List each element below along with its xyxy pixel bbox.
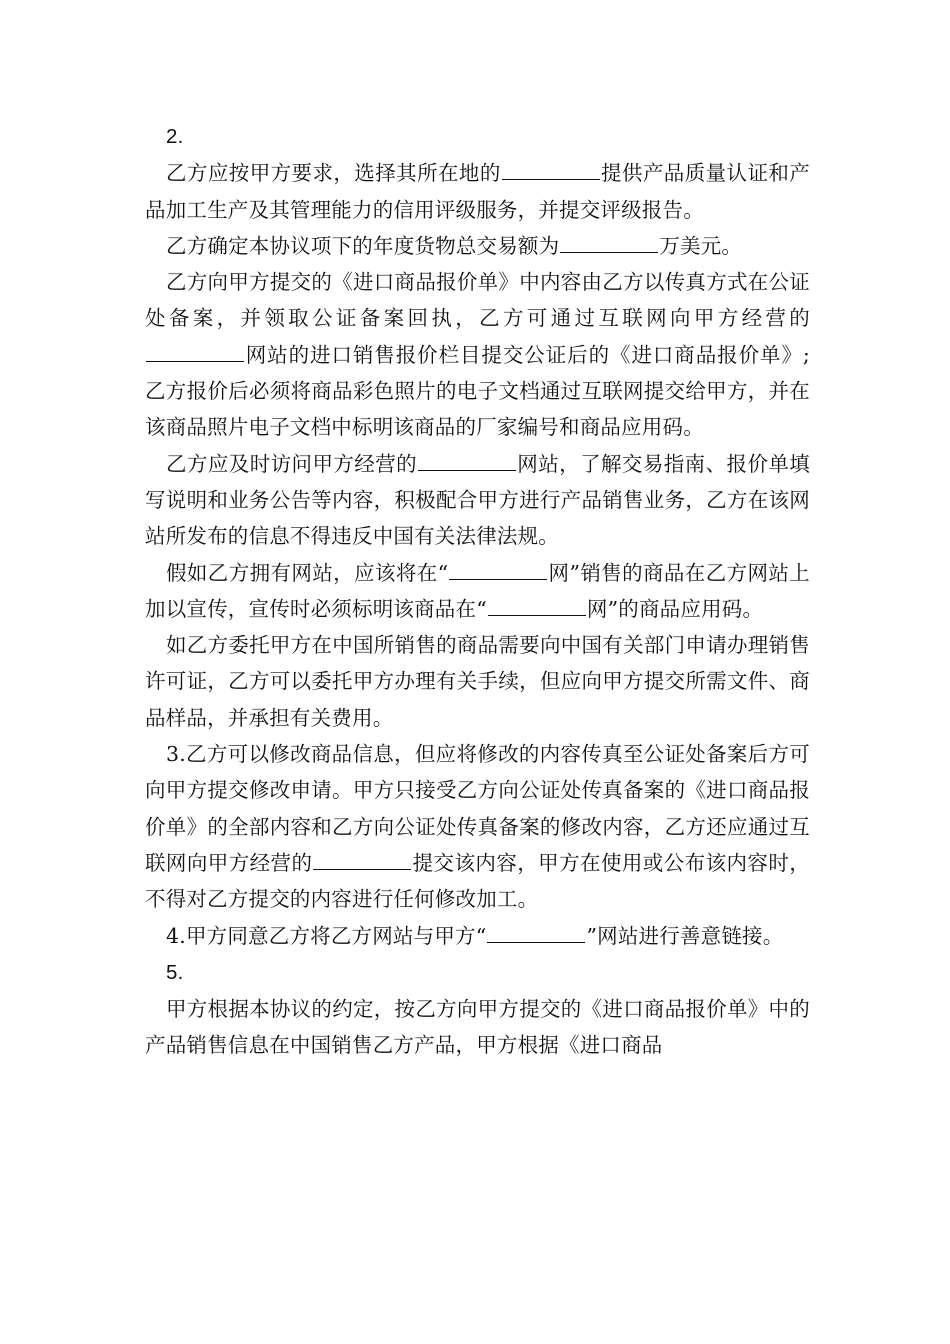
document-page	[145, 118, 810, 1064]
text-segment: 提交该内容，甲方在使用或公布该内容时，不得对乙方提交的内容进行任何修改加工。	[145, 850, 810, 912]
text-segment: 4.甲方同意乙方将乙方网站与甲方“	[166, 923, 487, 948]
text-segment: 乙方应按甲方要求，选择其所在地的	[166, 161, 501, 186]
text-segment: 3.乙方可以修改商品信息，但应将修改的内容传真至公证处备案后方可向甲方提交修改申请。甲方只接受乙方向公证处传真备案的《进口商品报价单》的全部内容和乙方向公证处传真备案的修改内容，乙方还应通过互联网向甲方经营的	[145, 742, 810, 875]
text-segment: 网”销售的商品在乙方网站上加以宣传，宣传时必须标明该商品在“	[145, 560, 810, 621]
paragraph-section-2-number	[145, 118, 810, 155]
text-segment: 乙方应及时访问甲方经营的	[166, 451, 418, 476]
fill-in-blank	[487, 941, 585, 943]
section-number: 2.	[166, 125, 184, 148]
paragraph-sales-license	[145, 627, 810, 736]
fill-in-blank	[560, 251, 658, 253]
text-segment: 万美元。	[659, 233, 743, 258]
paragraph-website-visit	[145, 446, 810, 555]
fill-in-blank	[146, 360, 244, 362]
fill-in-blank	[313, 868, 411, 870]
fill-in-blank	[418, 469, 516, 471]
paragraph-own-website	[145, 555, 810, 628]
text-segment: 网站的进口销售报价栏目提交公证后的《进口商品报价单》;乙方报价后必须将商品彩色照片的电子文档通过互联网提交给甲方，并在该商品照片电子文档中标明该商品的厂家编号和商品应用码。	[145, 342, 810, 440]
fill-in-blank	[449, 578, 547, 580]
paragraph-section-3	[145, 736, 810, 917]
text-segment: 网站，了解交易指南、报价单填写说明和业务公告等内容，积极配合甲方进行产品销售业务，乙方在该网站所发布的信息不得违反中国有关法律法规。	[145, 451, 810, 549]
text-segment: 提供产品质量认证和产品加工生产及其管理能力的信用评级服务，并提交评级报告。	[145, 161, 811, 222]
paragraph-section-5-number	[145, 954, 810, 991]
text-segment: 乙方确定本协议项下的年度货物总交易额为	[166, 233, 560, 258]
fill-in-blank	[488, 614, 586, 616]
text-segment: ”网站进行善意链接。	[586, 923, 784, 948]
paragraph-annual-volume	[145, 228, 810, 264]
section-number: 5.	[166, 960, 184, 984]
text-segment: 乙方向甲方提交的《进口商品报价单》中内容由乙方以传真方式在公证处备案，并领取公证备案回执，乙方可通过互联网向甲方经营的	[145, 270, 810, 331]
text-segment: 甲方根据本协议的约定，按乙方向甲方提交的《进口商品报价单》中的产品销售信息在中国销售乙方产品，甲方根据《进口商品	[145, 997, 810, 1058]
fill-in-blank	[502, 178, 600, 180]
paragraph-quotation-submission	[145, 264, 810, 445]
text-segment: 网”的商品应用码。	[586, 596, 764, 621]
text-segment: 如乙方委托甲方在中国所销售的商品需要向中国有关部门申请办理销售许可证，乙方可以委托甲方办理有关手续，但应向甲方提交所需文件、商品样品，并承担有关费用。	[145, 633, 810, 730]
paragraph-section-4	[145, 918, 810, 954]
paragraph-party-a-sales	[145, 991, 810, 1064]
paragraph-rating-service	[145, 155, 810, 228]
text-segment: 假如乙方拥有网站，应该将在“	[166, 560, 449, 585]
